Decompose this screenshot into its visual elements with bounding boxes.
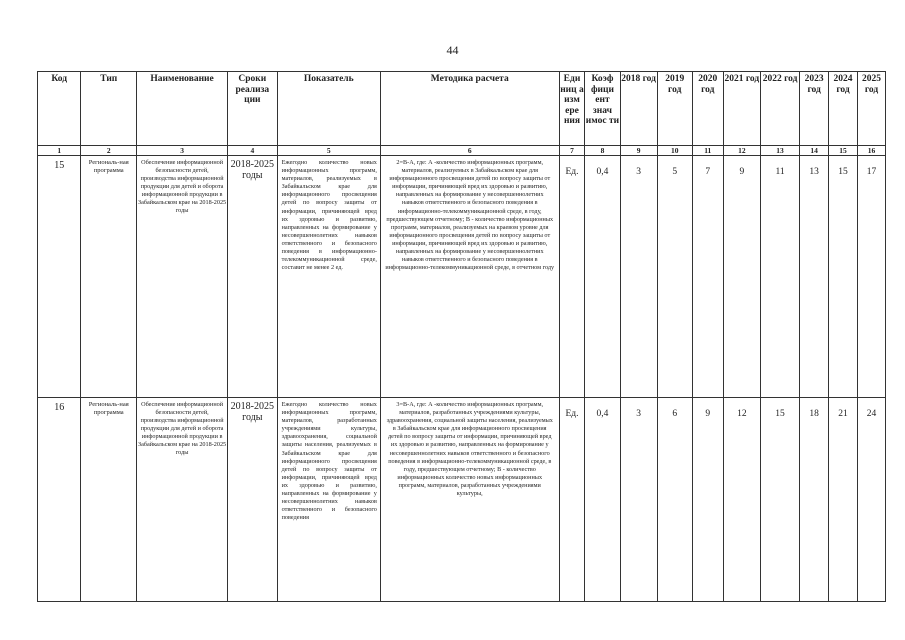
row-terms: 2018-2025 годы	[228, 398, 278, 602]
header-2022: 2022 год	[760, 72, 799, 146]
row-name: Обеспечение информационной безопасности детей, производства информационной продукции для детей и оборота информационной продукции в Забайкальском крае на 2018-2025 годы	[137, 156, 228, 398]
row-value-2023: 18	[800, 398, 829, 602]
header-method: Методика расчета	[380, 72, 559, 146]
table-row	[38, 398, 886, 602]
row-coef: 0,4	[585, 398, 620, 602]
row-value-2020: 9	[692, 398, 723, 602]
column-number: 8	[585, 146, 620, 156]
header-2024: 2024 год	[829, 72, 858, 146]
row-method: 2=В-А, где: А -количество информационных программ, материалов, реализуемых в Забайкальском крае для информационного просвещения детей по вопросу защиты от информации, причиняющей вред их здоровью и развитию, направленных на формирование у несовершеннолетних навыков ответственного и безопасного поведения в информационно-телекоммуникационной среде, в году, предшествующем отчетному; В - количество информационных программ, материалов, реализуемых на краевом уровне для информационного просвещения детей по вопросу защиты от информации, причиняющей вред их здоровью и развитию, направленных на формирование у несовершеннолетних навыков ответственного и безопасного поведения в информационно-телекоммуникационной среде, в отчетном году	[380, 156, 559, 398]
row-value-2022: 15	[760, 398, 799, 602]
column-number: 11	[692, 146, 723, 156]
row-unit: Ед.	[559, 156, 585, 398]
row-value-2018: 3	[620, 398, 657, 602]
row-value-2025: 24	[857, 398, 885, 602]
column-number: 15	[829, 146, 858, 156]
indicator-table	[37, 71, 886, 602]
column-number: 1	[38, 146, 81, 156]
row-terms: 2018-2025 годы	[228, 156, 278, 398]
header-type: Тип	[81, 72, 137, 146]
row-value-2021: 9	[723, 156, 760, 398]
row-value-2022: 11	[760, 156, 799, 398]
column-number: 5	[277, 146, 380, 156]
row-indicator: Ежегодно количество новых информационных программ, материалов, разработанных учреждениями культуры, здравоохранения, социальной защиты населения, реализуемых в Забайкальском крае для информационного просвещения детей по вопросу защиты от информации, причиняющей вред их здоровью и развитию, направленных на формирование у несовершеннолетних навыков ответственного и безопасного поведения	[277, 398, 380, 602]
page-number: 44	[446, 43, 459, 57]
header-2018: 2018 год	[620, 72, 657, 146]
row-value-2018: 3	[620, 156, 657, 398]
column-number-row	[38, 146, 886, 156]
header-2021: 2021 год	[723, 72, 760, 146]
row-value-2021: 12	[723, 398, 760, 602]
header-2025: 2025 год	[857, 72, 885, 146]
row-coef: 0,4	[585, 156, 620, 398]
row-code: 15	[38, 156, 81, 398]
row-value-2020: 7	[692, 156, 723, 398]
column-number: 13	[760, 146, 799, 156]
column-number: 9	[620, 146, 657, 156]
column-number: 2	[81, 146, 137, 156]
row-value-2024: 21	[829, 398, 858, 602]
row-type: Региональ-ная программа	[81, 398, 137, 602]
row-type: Региональ-ная программа	[81, 156, 137, 398]
table-row	[38, 156, 886, 398]
header-indicator: Показатель	[277, 72, 380, 146]
row-unit: Ед.	[559, 398, 585, 602]
header-2023: 2023 год	[800, 72, 829, 146]
row-indicator: Ежегодно количество новых информационных программ, материалов, реализуемых в Забайкальском крае для информационного просвещения детей по вопросу защиты от информации, причиняющей вред их здоровью и развитию, направленных на формирование у несовершеннолетних навыков ответственного и безопасного поведения в информационно-телекоммуникационной среде, составит не менее 2 ед.	[277, 156, 380, 398]
column-number: 6	[380, 146, 559, 156]
column-number: 10	[657, 146, 692, 156]
column-number: 4	[228, 146, 278, 156]
header-code: Код	[38, 72, 81, 146]
row-value-2019: 5	[657, 156, 692, 398]
row-value-2024: 15	[829, 156, 858, 398]
header-terms: Сроки реализа ции	[228, 72, 278, 146]
column-number: 12	[723, 146, 760, 156]
row-code: 16	[38, 398, 81, 602]
column-number: 3	[137, 146, 228, 156]
header-row	[38, 72, 886, 146]
row-value-2023: 13	[800, 156, 829, 398]
row-method: 3=В-А, где: А -количество информационных программ, материалов, разработанных учреждениями культуры, здравоохранения, социальной защиты населения, реализуемых в Забайкальском крае для информационного просвещения детей по вопросу защиты от информации, причиняющей вред их здоровью и развитию, направленных на формирование у несовершеннолетних навыков ответственного и безопасного поведения в информационно-телекоммуникационной среде, в году, предшествующем отчетному; В - количество информационных количество новых информационных программ, материалов, разработанных учреждениями культуры,	[380, 398, 559, 602]
header-name: Наименование	[137, 72, 228, 146]
header-unit: Еди ниц а изм ере ния	[559, 72, 585, 146]
column-number: 14	[800, 146, 829, 156]
row-name: Обеспечение информационной безопасности детей, производства информационной продукции для детей и оборота информационной продукции в Забайкальском крае на 2018-2025 годы	[137, 398, 228, 602]
header-2019: 2019 год	[657, 72, 692, 146]
header-coef: Коэф фици ент знач имос ти	[585, 72, 620, 146]
header-2020: 2020 год	[692, 72, 723, 146]
column-number: 7	[559, 146, 585, 156]
row-value-2025: 17	[857, 156, 885, 398]
column-number: 16	[857, 146, 885, 156]
row-value-2019: 6	[657, 398, 692, 602]
